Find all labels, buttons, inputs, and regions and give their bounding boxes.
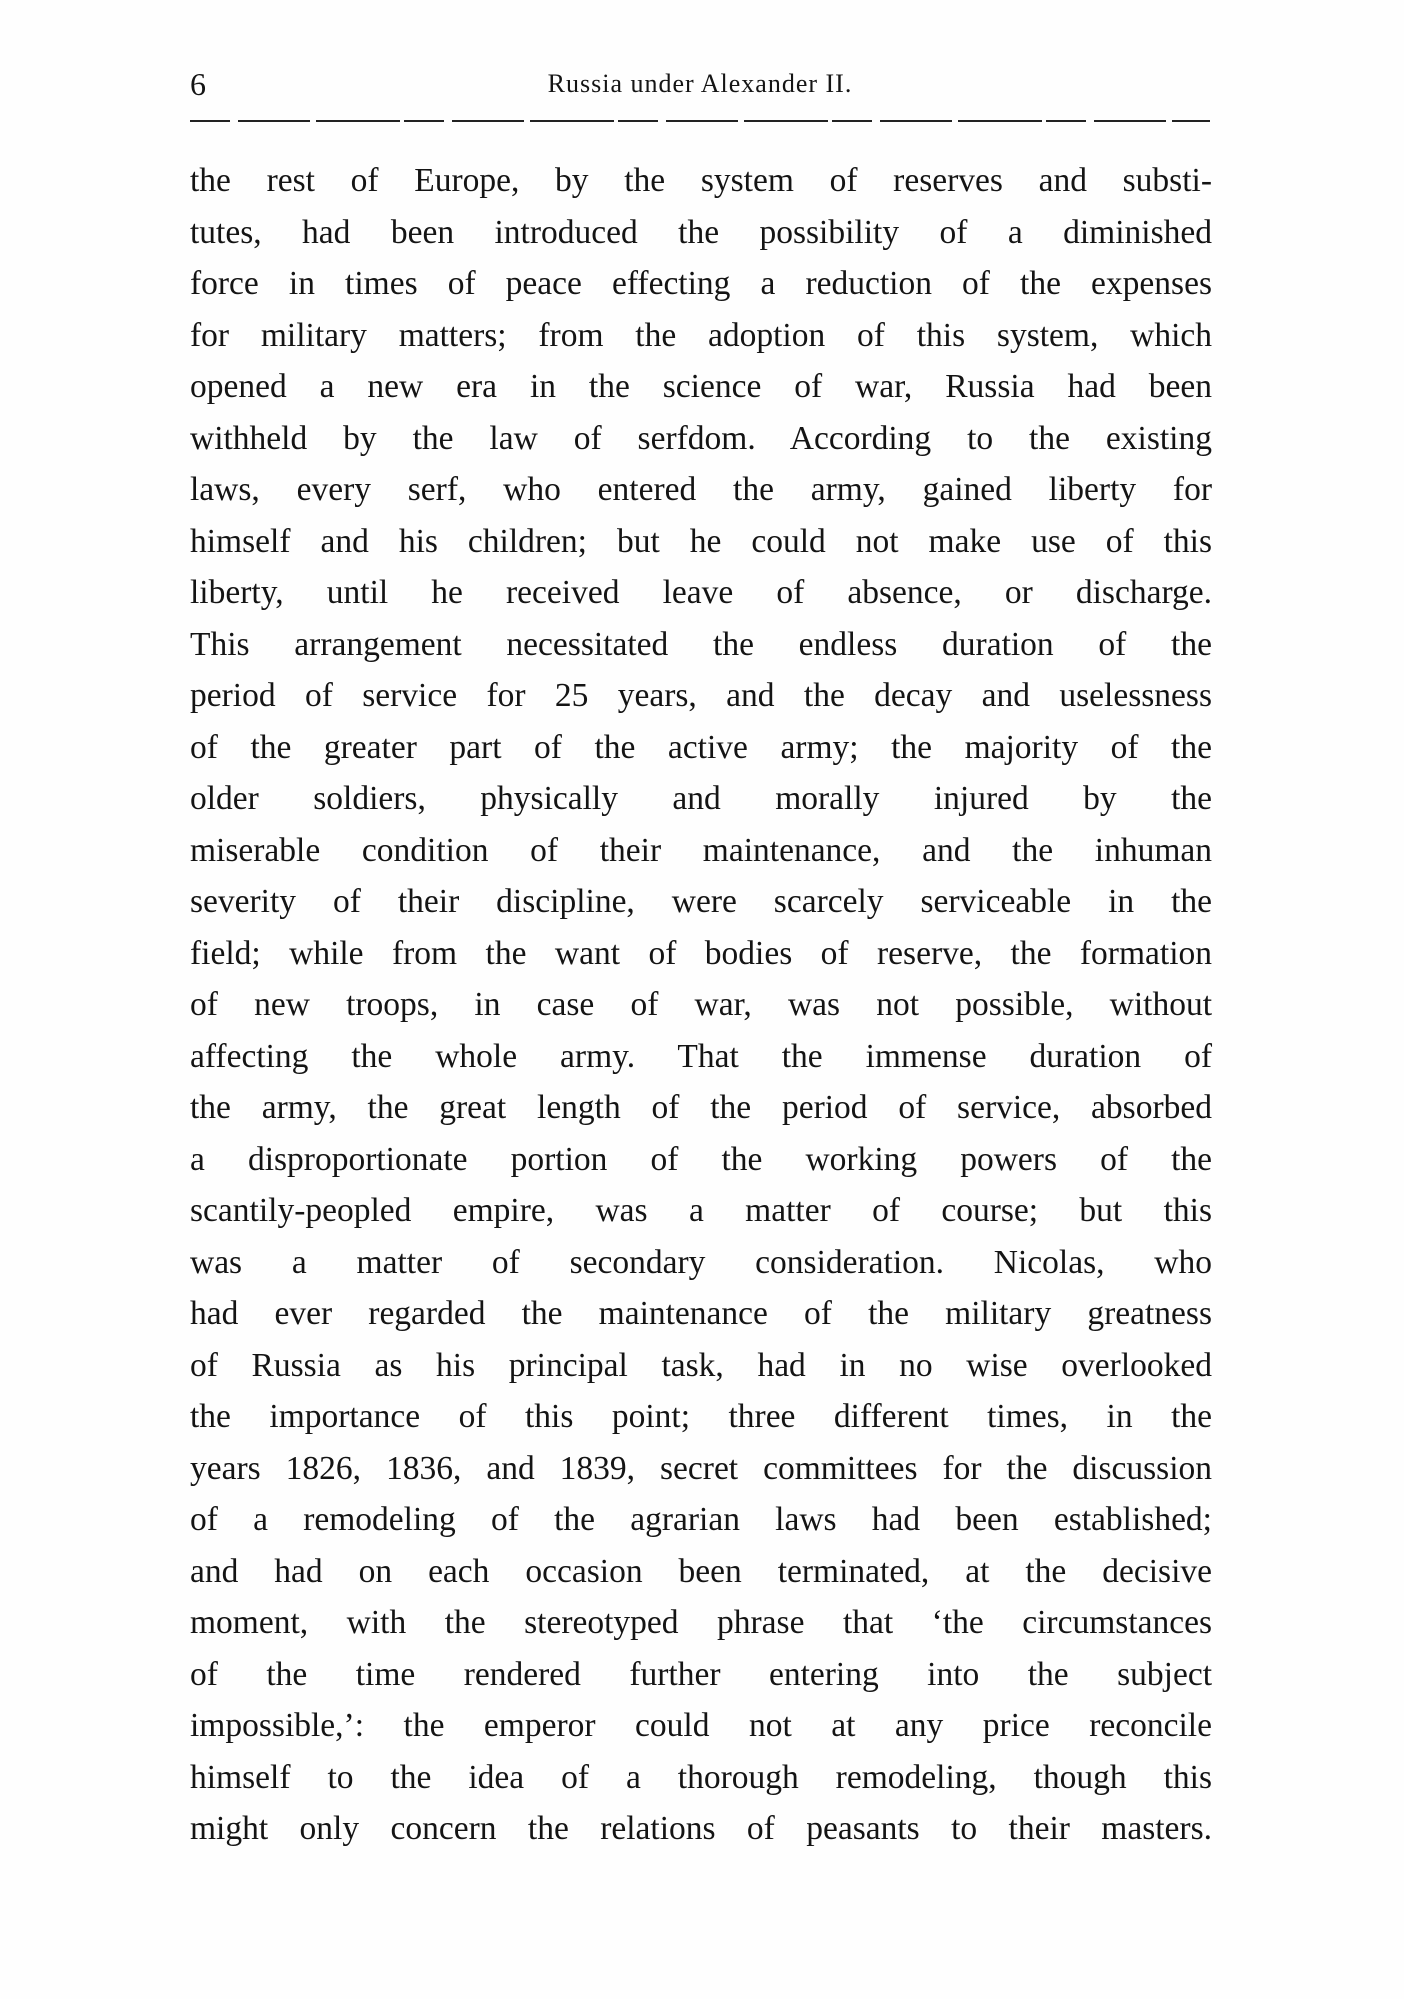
text-line: period of service for 25 years, and the decay and uselessness: [190, 677, 1212, 714]
text-line: the army, the great length of the period of service, absorbed: [190, 1089, 1212, 1126]
text-line: affecting the whole army. That the immense duration of: [190, 1037, 1212, 1075]
text-line: had ever regarded the maintenance of the military greatness: [190, 1295, 1212, 1332]
text-line: for military matters; from the adoption of this system, which: [190, 316, 1212, 354]
text-line: the importance of this point; three different times, in the: [190, 1398, 1212, 1435]
text-line: opened a new era in the science of war, Russia had been: [190, 368, 1212, 405]
text-line: older soldiers, physically and morally injured by the: [190, 780, 1212, 817]
text-line: himself to the idea of a thorough remodeling, though this: [190, 1758, 1212, 1796]
text-line: a disproportionate portion of the working powers of the: [190, 1140, 1212, 1178]
text-line: scantily-peopled empire, was a matter of course; but this: [190, 1192, 1212, 1229]
text-line: force in times of peace effecting a reduction of the expenses: [190, 265, 1212, 302]
text-line: of Russia as his principal task, had in no wise overlooked: [190, 1346, 1212, 1384]
text-line: This arrangement necessitated the endless duration of the: [190, 625, 1212, 663]
running-title: Russia under Alexander II.: [547, 69, 853, 98]
text-line: of new troops, in case of war, was not possible, without: [190, 986, 1212, 1023]
text-line: impossible,’: the emperor could not at any price reconcile: [190, 1707, 1212, 1744]
text-line: of the time rendered further entering into the subject: [190, 1655, 1212, 1693]
text-line: the rest of Europe, by the system of reserves and substi-: [190, 162, 1212, 199]
body-text: [190, 155, 1212, 1855]
running-head: [190, 62, 1210, 106]
page-number: 6: [190, 66, 206, 102]
text-line: years 1826, 1836, and 1839, secret committees for the discussion: [190, 1449, 1212, 1487]
text-line: field; while from the want of bodies of reserve, the formation: [190, 934, 1212, 972]
text-line: withheld by the law of serfdom. According to the existing: [190, 419, 1212, 457]
text-line: might only concern the relations of peasants to their masters.: [190, 1810, 1212, 1847]
text-line: was a matter of secondary consideration. Nicolas, who: [190, 1243, 1212, 1281]
text-line: severity of their discipline, were scarcely serviceable in the: [190, 883, 1212, 920]
text-line: of a remodeling of the agrarian laws had been established;: [190, 1501, 1212, 1538]
text-line: himself and his children; but he could not make use of this: [190, 522, 1212, 560]
text-line: liberty, until he received leave of absence, or discharge.: [190, 574, 1212, 611]
text-line: of the greater part of the active army; the majority of the: [190, 728, 1212, 766]
text-line: moment, with the stereotyped phrase that ‘the circumstances: [190, 1604, 1212, 1641]
text-line: laws, every serf, who entered the army, gained liberty for: [190, 471, 1212, 508]
text-line: and had on each occasion been terminated, at the decisive: [190, 1552, 1212, 1590]
header-rule: [190, 120, 1210, 122]
text-line: tutes, had been introduced the possibility of a diminished: [190, 213, 1212, 251]
text-line: miserable condition of their maintenance, and the inhuman: [190, 831, 1212, 869]
